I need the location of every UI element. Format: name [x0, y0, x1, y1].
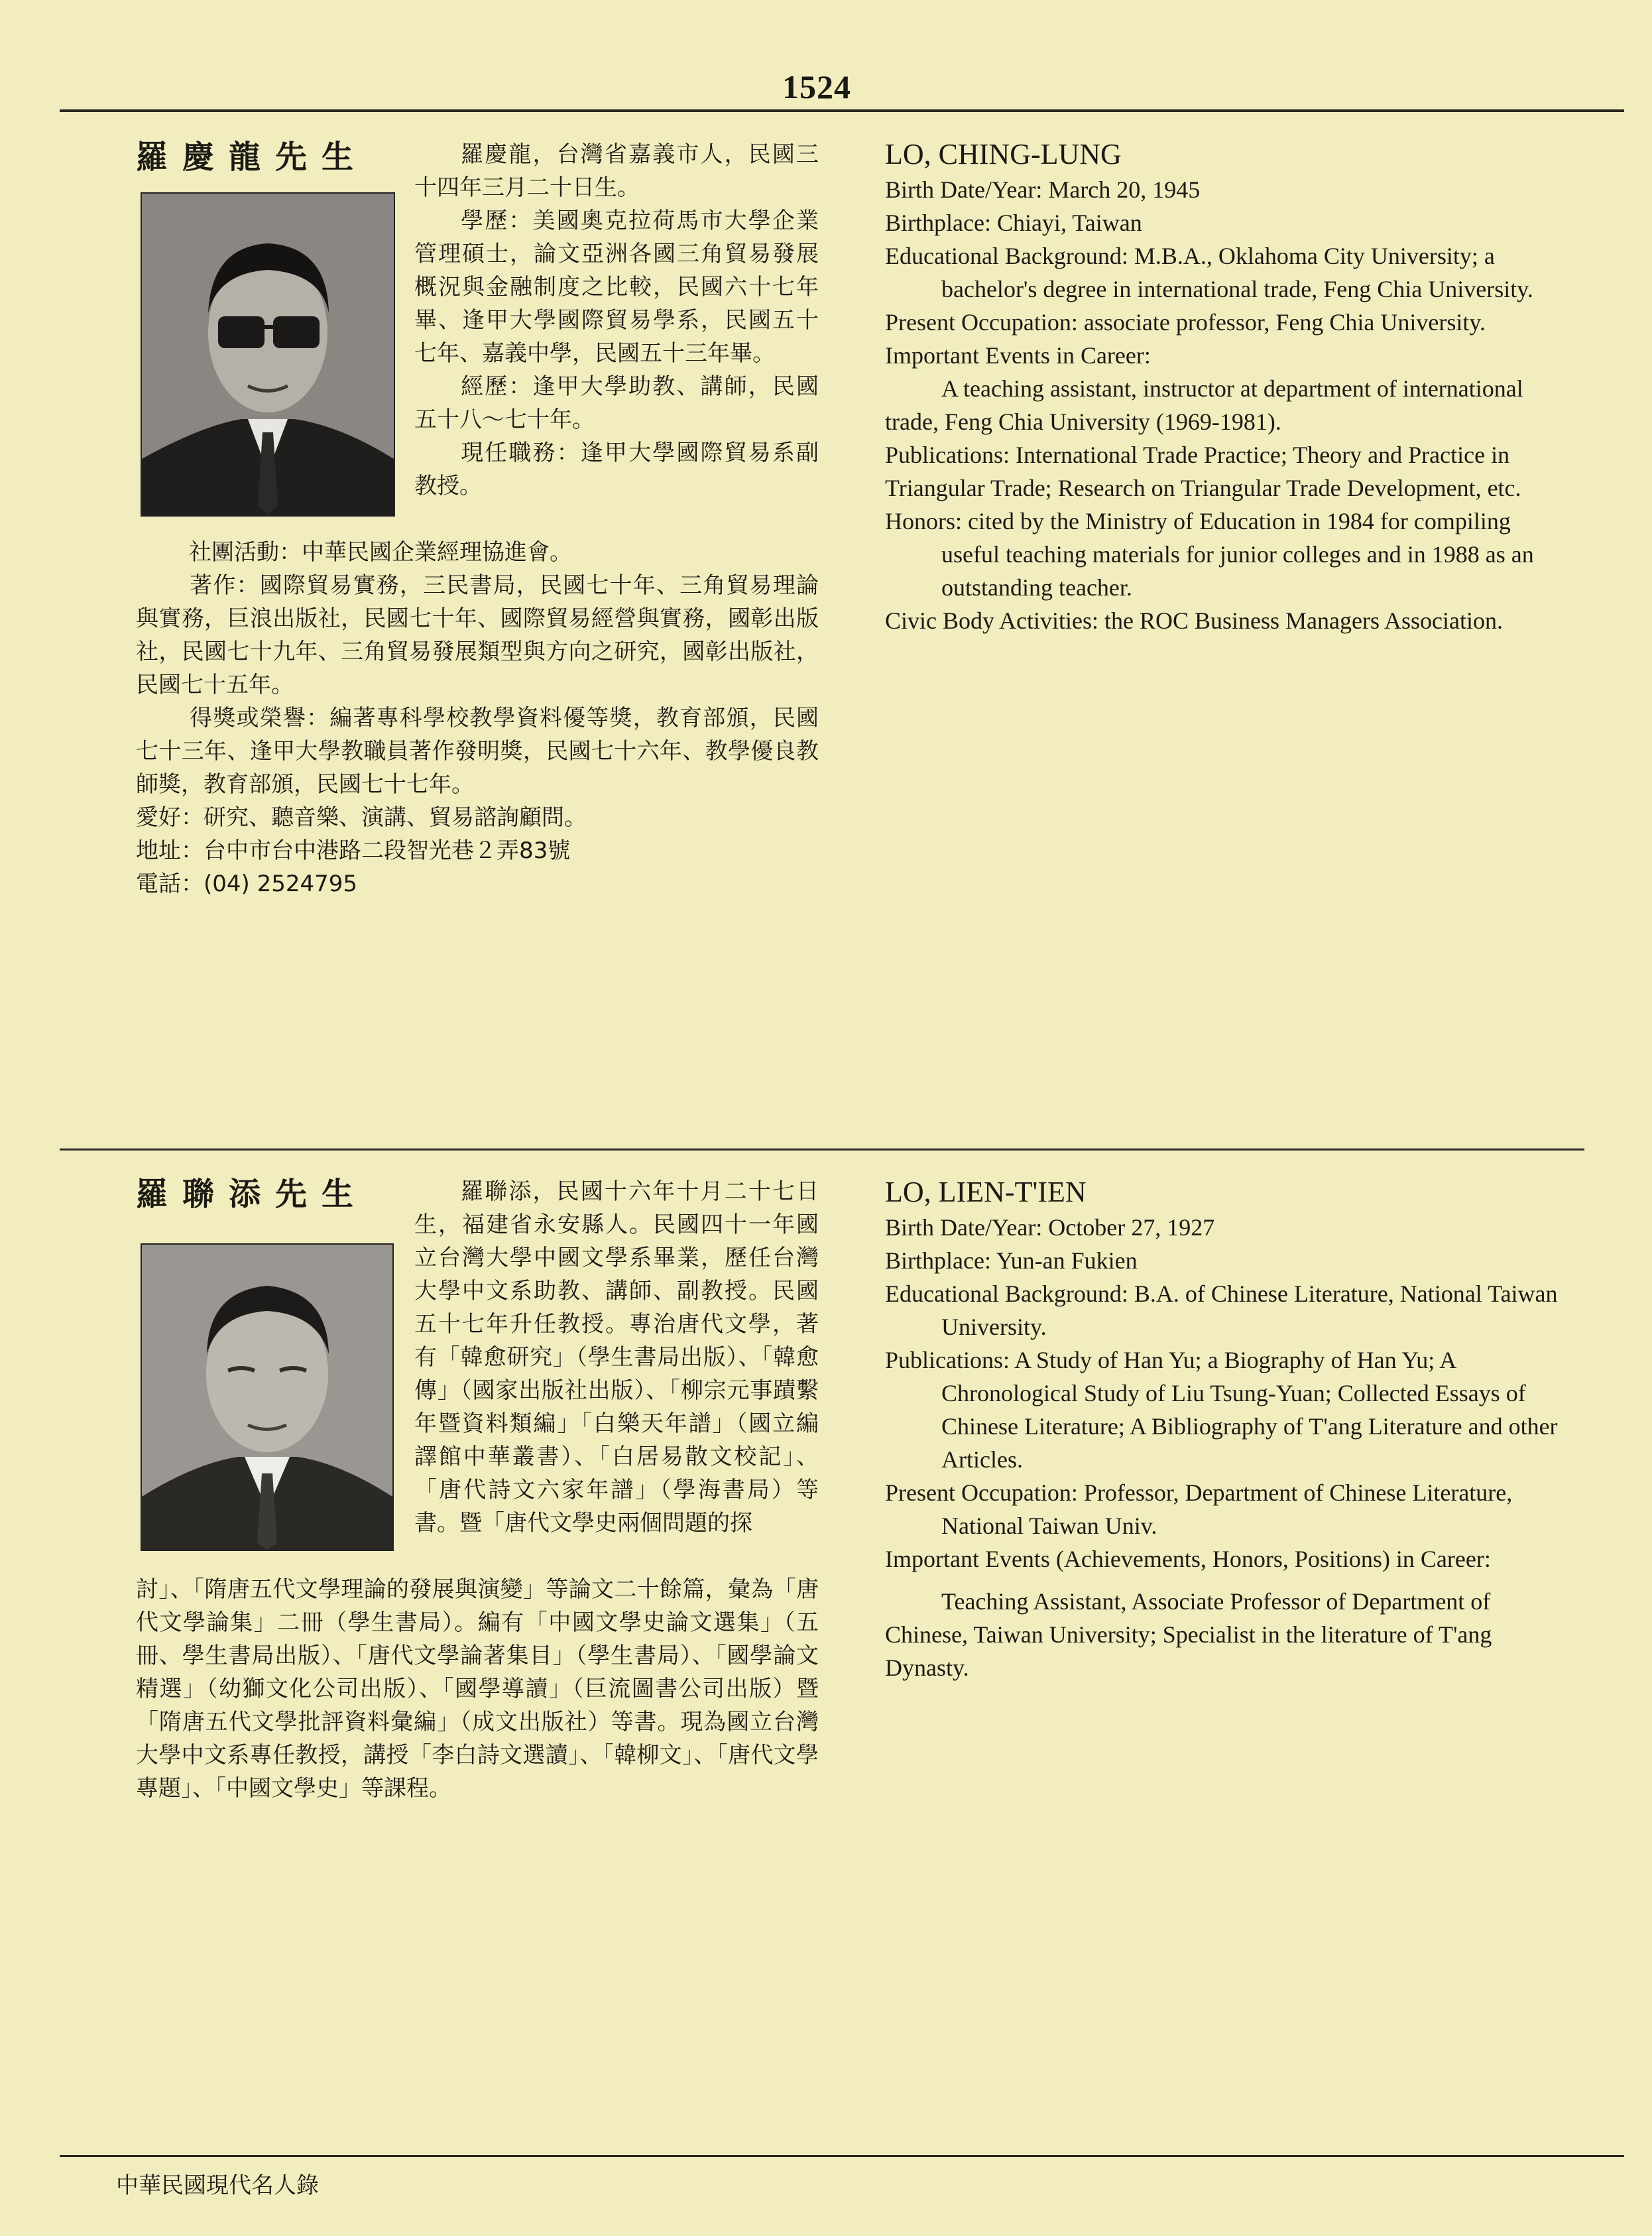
entry1-cn-hobbies: 愛好：研究、聽音樂、演講、貿易諮詢顧問。: [136, 804, 587, 831]
entry2-en-birth: Birth Date/Year: October 27, 1927: [885, 1214, 1215, 1241]
entry2-cn-works: 討」、「隋唐五代文學理論的發展與演變」等論文二十餘篇，彙為「唐代文學論集」二冊（學生書局）。編有「中國文學史論文選集」（五冊、學生書局出版）、「唐代文學論著集目」（學生書局）、「國學論文精選」（幼獅文化公司出版）、「國學導讀」（巨流圖書公司出版）暨「隋唐五代文學批評資料彙編」（成文出版社）等書。現為國立台灣大學中文系專任教授，講授「李白詩文選讀」、「韓柳文」、「唐代文學專題」、「中國文學史」等課程。: [136, 1576, 819, 1802]
entry1-en-education: Educational Background: M.B.A., Oklahoma City University; a bachelor's degree in international trade, Feng Chia University.: [885, 243, 1533, 302]
entry1-en-civic: Civic Body Activities: the ROC Business Managers Association.: [885, 607, 1503, 634]
entry1-cn-bio-bottom: [136, 536, 819, 901]
entry2-en-education: Educational Background: B.A. of Chinese Literature, National Taiwan University.: [885, 1280, 1558, 1340]
entry1-portrait-photo: [141, 192, 395, 517]
entry1-cn-phone: 電話：(04) 2524795: [136, 871, 358, 897]
entry1-cn-position: 現任職務：逢甲大學國際貿易系副教授。: [414, 440, 819, 499]
entry1-cn-intro: 羅慶龍，台灣省嘉義市人，民國三十四年三月二十日生。: [414, 141, 819, 201]
entry1-en-publications: Publications: International Trade Practice; Theory and Practice in Triangular Trade; Research on Triangular Trade Development, etc.: [885, 442, 1521, 501]
page-number: 1524: [782, 68, 851, 105]
entry2-en-publications: Publications: A Study of Han Yu; a Biography of Han Yu; A Chronological Study of Liu Tsung-Yuan; Collected Essays of Chinese Literature; A Bibliography of T'ang Literature and other Articles.: [885, 1347, 1558, 1473]
entry1-en-events-label: Important Events in Career:: [885, 342, 1151, 369]
entry2-en-events: Teaching Assistant, Associate Professor of Department of Chinese, Taiwan University; Specialist in the literature of T'ang Dynasty.: [885, 1588, 1492, 1681]
entry2-en-bio: [885, 1174, 1574, 1684]
top-rule: [60, 109, 1624, 112]
footer-book-title: 中華民國現代名人錄: [116, 2172, 319, 2199]
entry2-en-events-label: Important Events (Achievements, Honors, Positions) in Career:: [885, 1546, 1491, 1572]
entry1-cn-works: 著作：國際貿易實務，三民書局，民國七十年、三角貿易理論與實務，巨浪出版社，民國七十年、國際貿易經營與實務，國彰出版社，民國七十九年、三角貿易發展類型與方向之研究，國彰出版社，民國七十五年。: [136, 572, 819, 698]
entry2-cn-name: 羅聯添先生: [136, 1176, 369, 1213]
entry2-cn-bio-bottom: [136, 1573, 819, 1805]
entry1-cn-bio-top: [414, 138, 819, 503]
entry1-cn-honors: 得獎或榮譽：編著專科學校教學資料優等獎，教育部頒，民國七十三年、逢甲大學教職員著作發明獎，民國七十六年、教學優良教師獎，教育部頒，民國七十七年。: [136, 705, 819, 798]
entry1-cn-civic: 社團活動：中華民國企業經理協進會。: [189, 539, 572, 566]
entry2-portrait-photo: [141, 1243, 394, 1551]
bottom-rule: [60, 2155, 1624, 2157]
entry1-en-bio: [885, 136, 1574, 637]
entry1-en-name: LO, CHING-LUNG: [885, 138, 1122, 170]
middle-rule: [60, 1149, 1584, 1150]
entry1-en-occupation: Present Occupation: associate professor, Feng Chia University.: [885, 309, 1486, 336]
entry1-cn-name: 羅慶龍先生: [136, 139, 369, 176]
entry2-en-name: LO, LIEN-T'IEN: [885, 1176, 1087, 1208]
entry2-cn-bio-top: [414, 1175, 819, 1540]
entry2-en-occupation: Present Occupation: Professor, Department of Chinese Literature, National Taiwan Univ.: [885, 1479, 1513, 1539]
entry1-cn-experience: 經歷：逢甲大學助教、講師，民國五十八～七十年。: [414, 373, 819, 433]
entry1-en-birth: Birth Date/Year: March 20, 1945: [885, 176, 1201, 203]
entry1-cn-address: 地址：台中市台中港路二段智光巷２弄83號: [136, 838, 571, 864]
entry2-en-birthplace: Birthplace: Yun-an Fukien: [885, 1247, 1138, 1274]
entry1-en-honors: Honors: cited by the Ministry of Education in 1984 for compiling useful teaching materials for junior colleges and in 1988 as an outstanding teacher.: [885, 508, 1534, 601]
entry1-cn-education: 學歷：美國奧克拉荷馬市大學企業管理碩士，論文亞洲各國三角貿易發展概況與金融制度之比較，民國六十七年畢、逢甲大學國際貿易學系，民國五十七年、嘉義中學，民國五十三年畢。: [414, 208, 819, 367]
entry2-cn-intro: 羅聯添，民國十六年十月二十七日生，福建省永安縣人。民國四十一年國立台灣大學中國文學系畢業，歷任台灣大學中文系助教、講師、副教授。民國五十七年升任教授。專治唐代文學，著有「韓愈研究」（學生書局出版）、「韓愈傳」（國家出版社出版）、「柳宗元事蹟繫年暨資料類編」「白樂天年譜」（國立編譯館中華叢書）、「白居易散文校記」、「唐代詩文六家年譜」（學海書局）等書。暨「唐代文學史兩個問題的探: [414, 1178, 819, 1536]
entry1-en-birthplace: Birthplace: Chiayi, Taiwan: [885, 210, 1142, 236]
entry1-en-events: A teaching assistant, instructor at department of international trade, Feng Chia University (1969-1981).: [885, 375, 1523, 435]
